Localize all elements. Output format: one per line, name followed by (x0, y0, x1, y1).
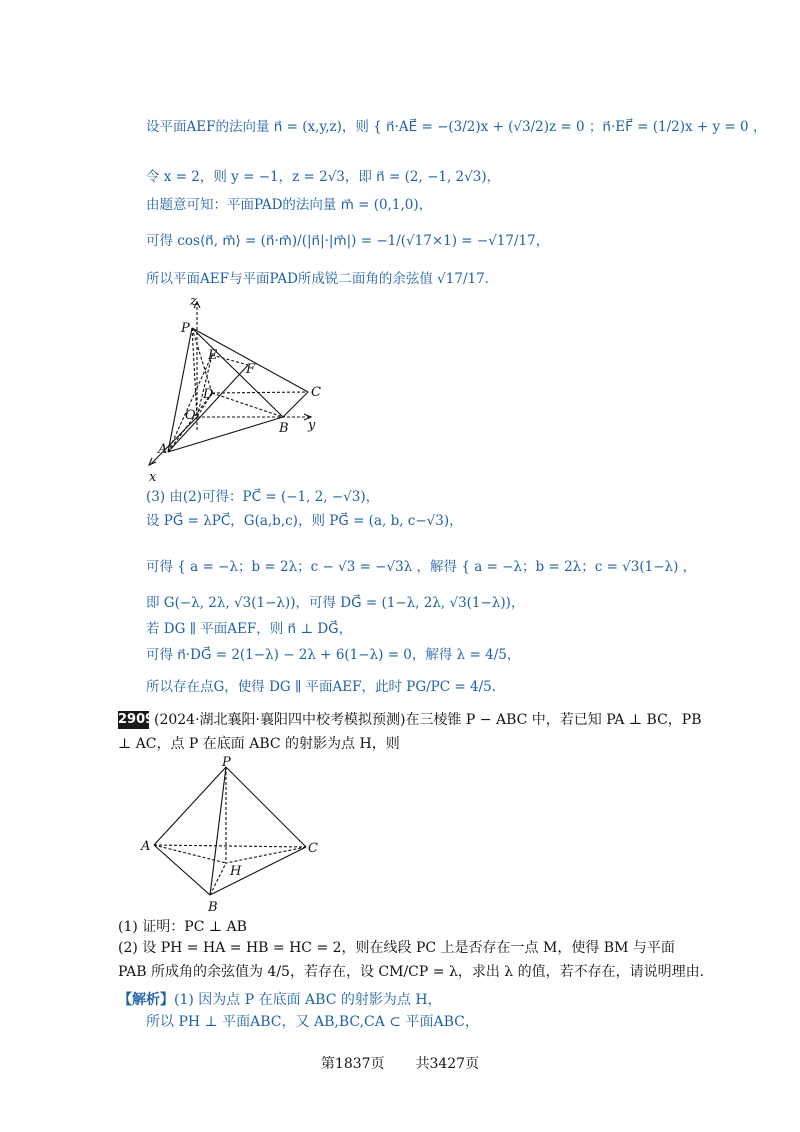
label-z: z (190, 295, 197, 309)
label-A: A (158, 442, 168, 457)
label-B: B (279, 421, 289, 436)
label-H2: H (230, 864, 242, 879)
analysis-text-1: (1) 因为点 P 在底面 ABC 的射影为点 H， (174, 992, 442, 1008)
analysis-line-1 (118, 990, 442, 1010)
part3-line-6: 可得 n⃗·DG⃗ = 2(1−λ) − 2λ + 6(1−λ) = 0，解得 λ = 4/5， (146, 647, 521, 663)
part3-line-7: 所以存在点G，使得 DG ∥ 平面AEF，此时 PG/PC = 4/5. (146, 679, 497, 695)
solution-line-cos: 可得 cos⟨n⃗, m⃗⟩ = (n⃗·m⃗)/(|n⃗|·|m⃗|) = −1/(√17×1) = −√17/17， (146, 233, 550, 249)
problem-statement-line-1: (2024·湖北襄阳·襄阳四中校考模拟预测)在三棱锥 P − ABC 中，若已知 PA ⊥ BC，PB (154, 712, 702, 728)
problem-statement-line-2: ⊥ AC，点 P 在底面 ABC 的射影为点 H，则 (118, 736, 400, 752)
label-D: D (203, 387, 214, 402)
label-O: O (185, 408, 196, 423)
solution-line-normal-vector: 设平面AEF的法向量 n⃗ = (x,y,z)，则 { n⃗·AE⃗ = −(3/2)x + (√3/2)z = 0 ；n⃗·EF⃗ = (1/2)x + y = 0 ， (146, 119, 767, 135)
analysis-tag: 【解析】 (118, 992, 174, 1008)
question-2-line-1: (2) 设 PH = HA = HB = HC = 2，则在线段 PC 上是否存在一点 M，使得 BM 与平面 (118, 940, 675, 956)
label-C: C (311, 385, 321, 400)
solution-line-plane-pad: 由题意可知：平面PAD的法向量 m⃗ = (0,1,0)， (146, 197, 433, 213)
part3-line-1: (3) 由(2)可得：PC⃗ = (−1, 2, −√3)， (146, 489, 380, 505)
solution-line-let-x: 令 x = 2，则 y = −1，z = 2√3，即 n⃗ = (2, −1, 2√3)， (146, 169, 501, 185)
solution-line-conclusion: 所以平面AEF与平面PAD所成锐二面角的余弦值 √17/17. (146, 271, 489, 287)
label-C2: C (308, 841, 318, 856)
label-A2: A (141, 839, 151, 854)
pyramid-figure-1 (140, 295, 340, 485)
part3-line-5: 若 DG ∥ 平面AEF，则 n⃗ ⊥ DG⃗， (146, 621, 353, 637)
total-pages: 共3427页 (415, 1056, 480, 1072)
question-2-line-2: PAB 所成角的余弦值为 4/5，若存在，设 CM/CP = λ，求出 λ 的值，若不存在，请说明理由. (118, 964, 705, 980)
part3-line-2: 设 PG⃗ = λPC⃗，G(a,b,c)，则 PG⃗ = (a, b, c−√3)， (146, 513, 463, 529)
part3-line-4: 即 G(−λ, 2λ, √3(1−λ))，可得 DG⃗ = (1−λ, 2λ, √3(1−λ))， (146, 595, 525, 611)
label-y: y (308, 418, 316, 433)
tetrahedron-figure-2 (138, 755, 328, 915)
problem-number-badge: 2909 (118, 712, 155, 727)
question-1: (1) 证明：PC ⊥ AB (118, 919, 247, 935)
label-E: E (208, 348, 218, 363)
label-x: x (149, 470, 157, 485)
analysis-line-2: 所以 PH ⊥ 平面ABC，又 AB,BC,CA ⊂ 平面ABC， (146, 1014, 479, 1030)
page-footer (0, 1053, 800, 1073)
part3-line-3: 可得 { a = −λ；b = 2λ；c − √3 = −√3λ ，解得 { a = −λ；b = 2λ；c = √3(1−λ) ， (146, 559, 697, 575)
page-number: 第1837页 (320, 1056, 385, 1072)
label-P2: P (222, 755, 231, 770)
label-P: P (181, 321, 190, 336)
label-B2: B (208, 900, 218, 915)
label-F: F (246, 362, 256, 377)
